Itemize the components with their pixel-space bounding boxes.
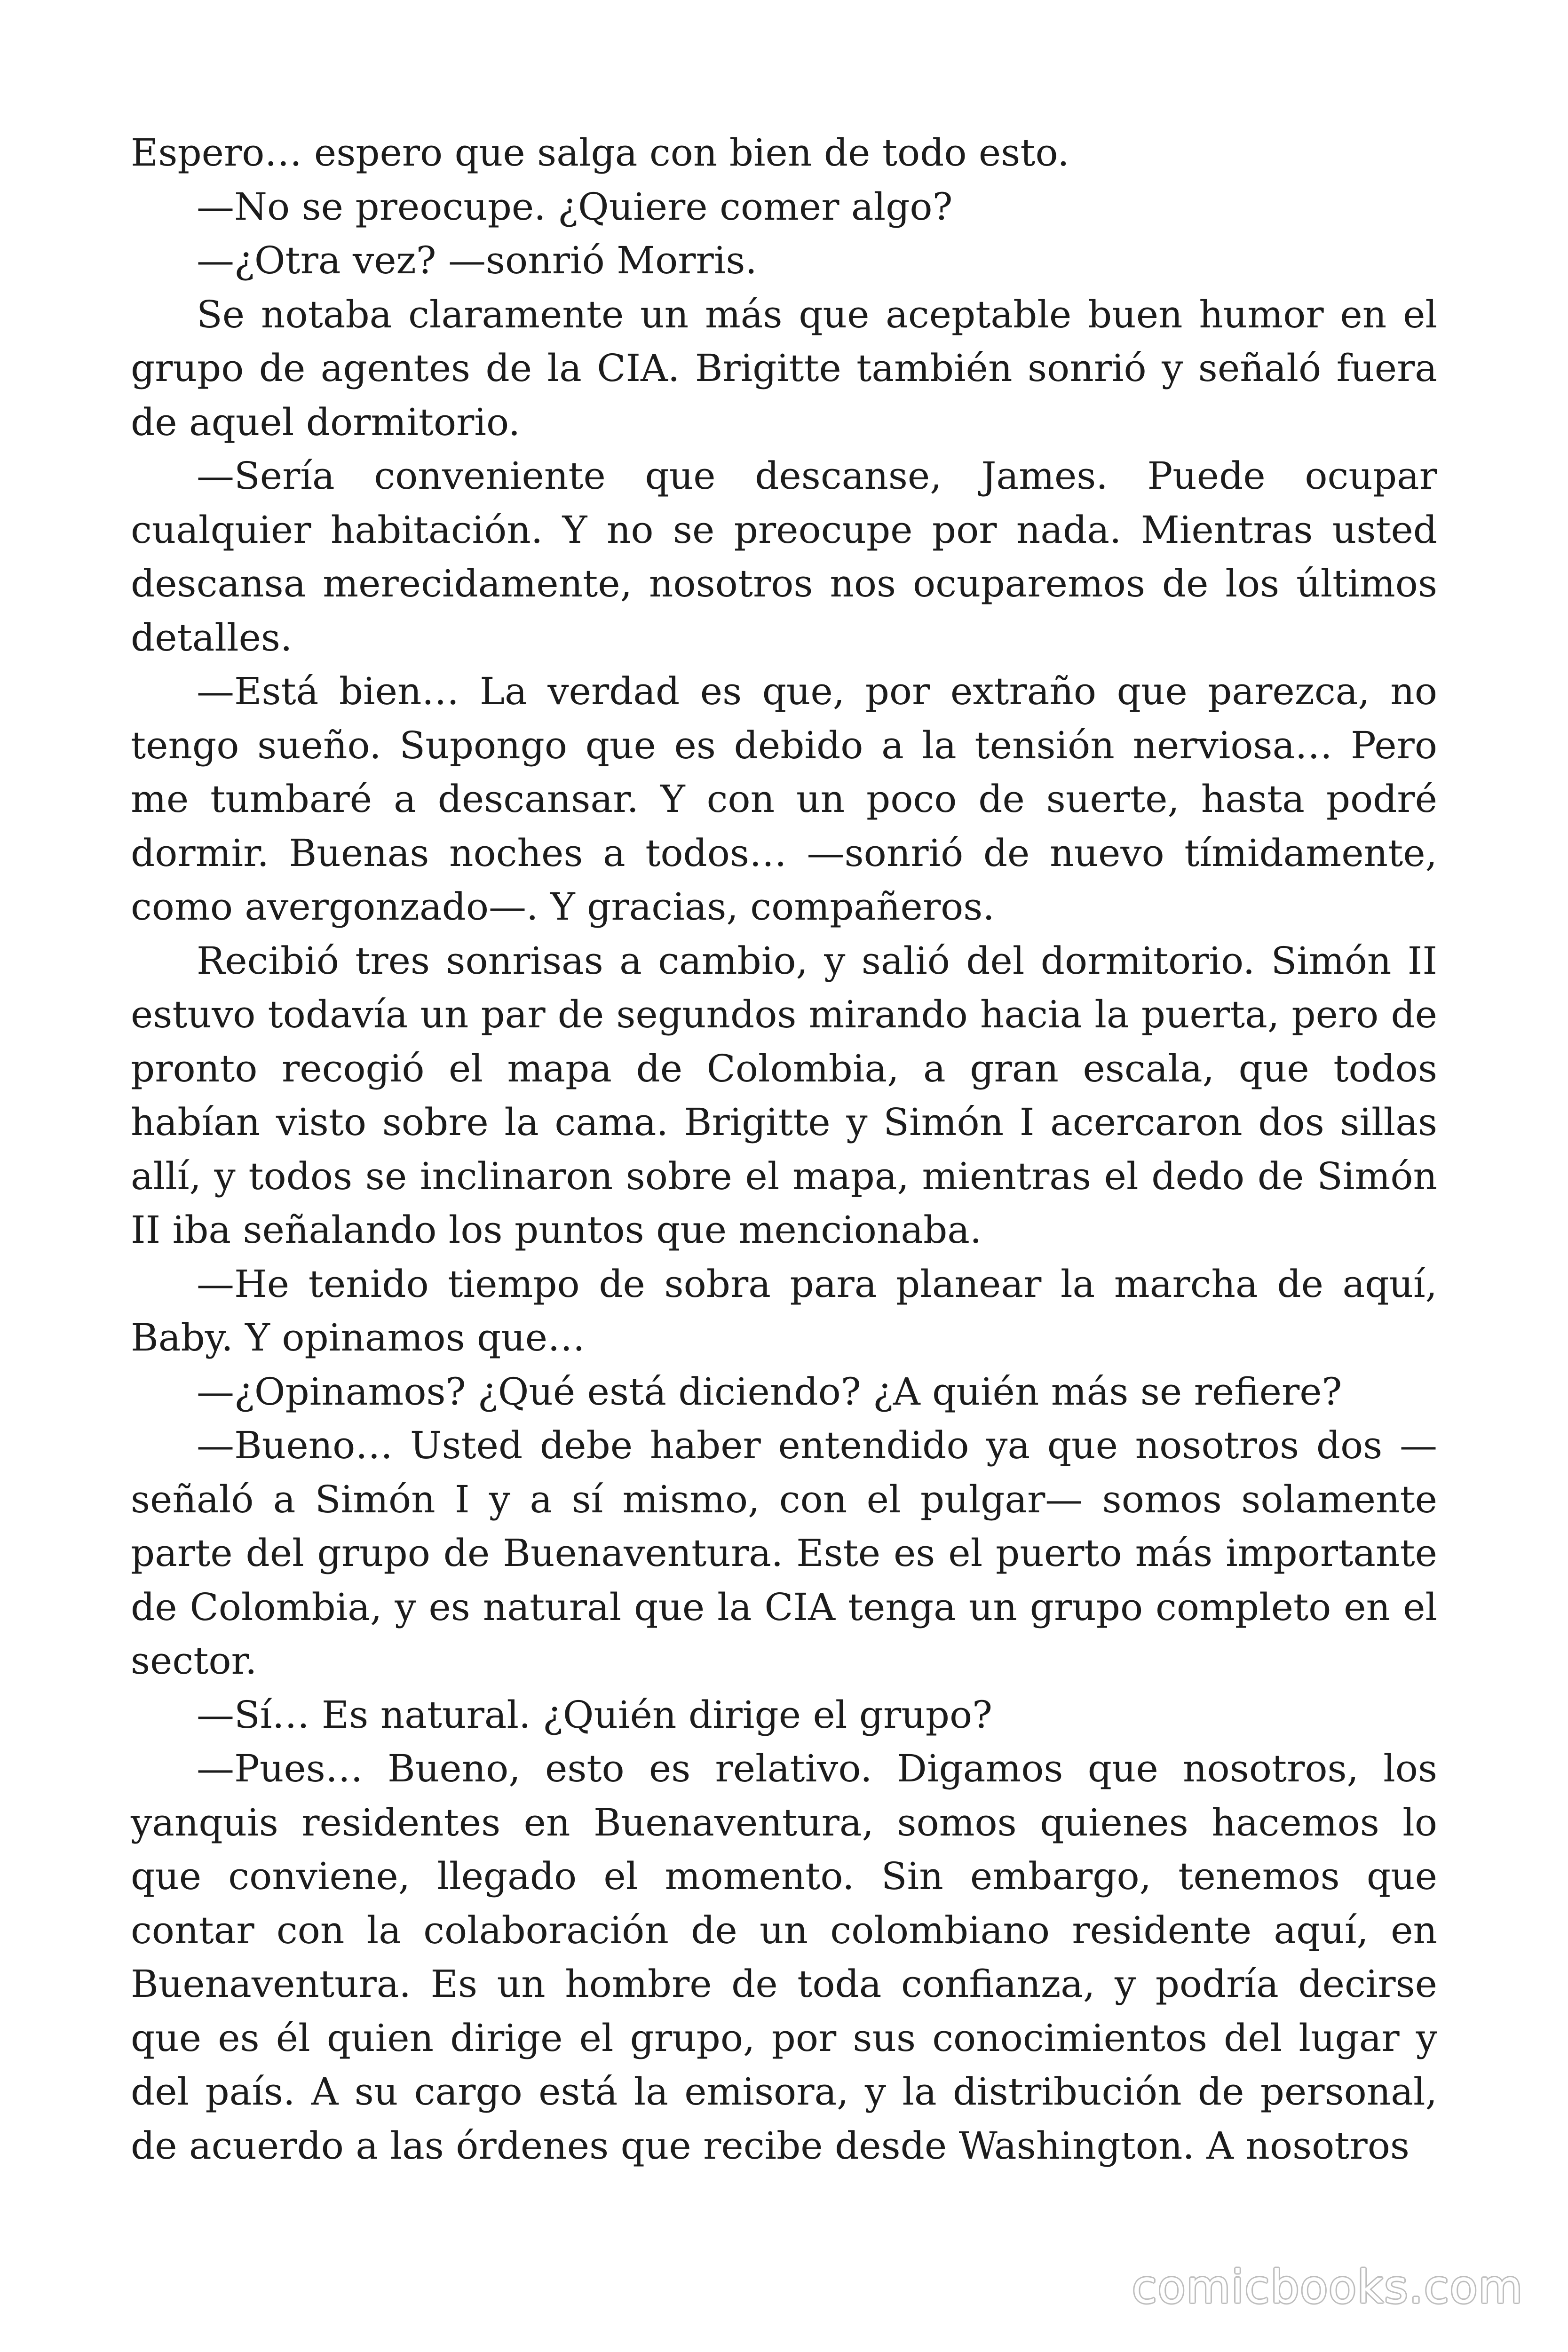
paragraph: —No se preocupe. ¿Quiere comer algo? <box>197 184 953 229</box>
watermark: comicbooks.com <box>1132 2261 1523 2313</box>
paragraph: Recibió tres sonrisas a cambio, y salió del dormitorio. Simón II estuvo todavía un par de segundos mirando hacia la puerta, pero de pronto recogió el mapa de Colombia, a gran escala, que todos habían visto sobre la cama. Brigitte y Simón I acercaron dos sillas allí, y todos se inclinaron sobre el mapa, mientras el dedo de Simón II iba señalando los puntos que mencionaba. <box>131 938 1437 1252</box>
paragraph: —Está bien… La verdad es que, por extraño que parezca, no tengo sueño. Supongo que es debido a la tensión nerviosa… Pero me tumbaré a descansar. Y con un poco de suerte, hasta podré dormir. Buenas noches a todos… —sonrió de nuevo tímidamente, como avergonzado—. Y gracias, compañeros. <box>131 669 1437 929</box>
paragraph: —Sí… Es natural. ¿Quién dirige el grupo? <box>197 1692 993 1737</box>
paragraph: —Sería conveniente que descanse, James. Puede ocupar cualquier habitación. Y no se preocupe por nada. Mientras usted descansa merecidamente, nosotros nos ocuparemos de los últimos detalles. <box>131 454 1437 660</box>
paragraph: Se notaba claramente un más que aceptable buen humor en el grupo de agentes de la CIA. Brigitte también sonrió y señaló fuera de aquel dormitorio. <box>131 292 1437 444</box>
paragraph: —Bueno… Usted debe haber entendido ya que nosotros dos —señaló a Simón I y a sí mismo, con el pulgar— somos solamente parte del grupo de Buenaventura. Este es el puerto más importante de Colombia, y es natural que la CIA tenga un grupo completo en el sector. <box>131 1423 1437 1683</box>
paragraph: —He tenido tiempo de sobra para planear la marcha de aquí, Baby. Y opinamos que… <box>131 1262 1437 1359</box>
paragraph: Espero… espero que salga con bien de todo esto. <box>131 131 1069 175</box>
paragraph: —¿Opinamos? ¿Qué está diciendo? ¿A quién más se refiere? <box>197 1369 1342 1414</box>
paragraph: —Pues… Bueno, esto es relativo. Digamos que nosotros, los yanquis residentes en Buenaventura, somos quienes hacemos lo que conviene, llegado el momento. Sin embargo, tenemos que contar con la colaboración de un colombiano residente aquí, en Buenaventura. Es un hombre de toda confianza, y podría decirse que es él quien dirige el grupo, por sus conocimientos del lugar y del país. A su cargo está la emisora, y la distribución de personal, de acuerdo a las órdenes que recibe desde Washington. A nosotros <box>131 1747 1437 2168</box>
paragraph: —¿Otra vez? —sonrió Morris. <box>197 238 757 282</box>
page-text <box>131 126 1437 2173</box>
